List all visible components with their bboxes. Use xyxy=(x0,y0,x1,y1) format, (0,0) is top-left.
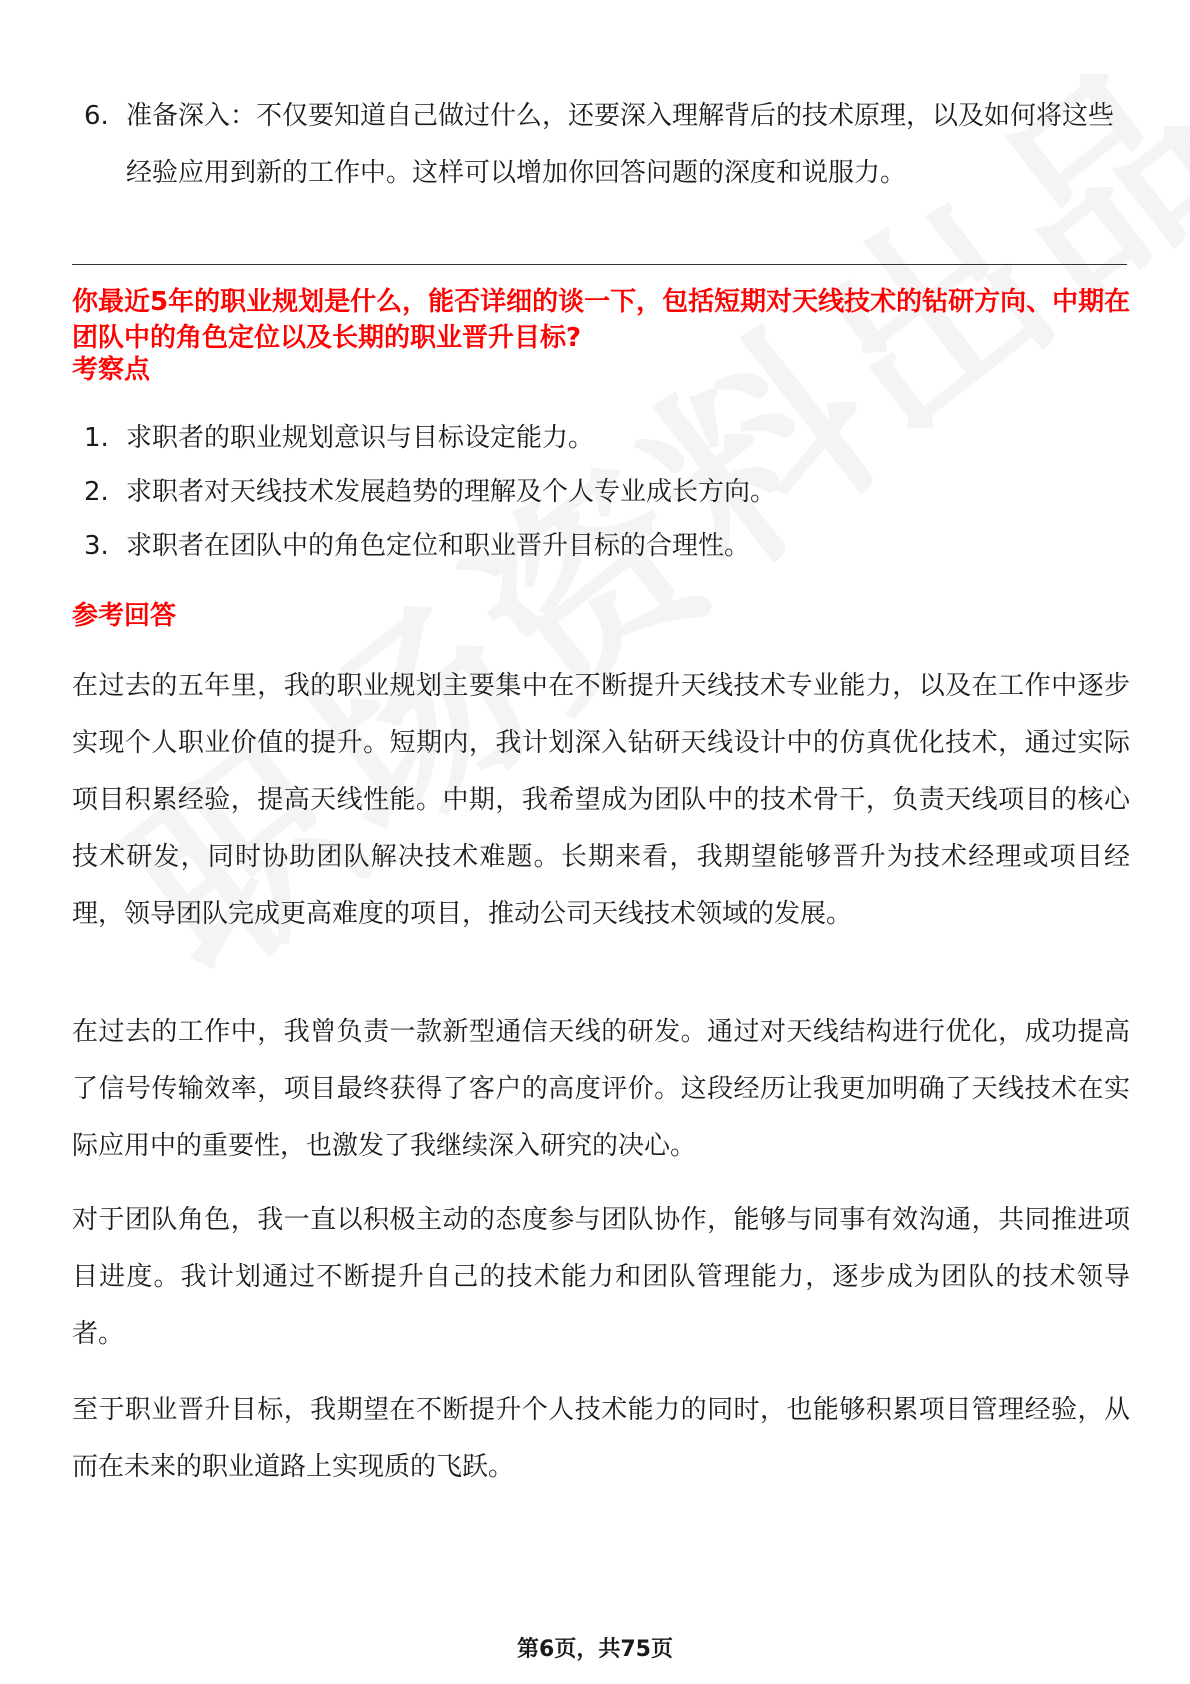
list-item-number: 3. xyxy=(84,531,109,561)
list-item xyxy=(84,464,1129,521)
question-heading: 你最近5年的职业规划是什么，能否详细的谈一下，包括短期对天线技术的钻研方向、中期在团队中的角色定位以及长期的职业晋升目标? xyxy=(72,287,1131,353)
answer-paragraph: 对于团队角色，我一直以积极主动的态度参与团队协作，能够与同事有效沟通，共同推进项目进度。我计划通过不断提升自己的技术能力和团队管理能力，逐步成为团队的技术领导者。 xyxy=(72,1205,1130,1349)
list-item-number: 6. xyxy=(84,101,109,131)
list-item-number: 1. xyxy=(84,423,109,453)
list-item xyxy=(84,518,1129,575)
list-item xyxy=(84,410,1129,467)
inspection-heading: 考察点 xyxy=(72,355,151,385)
answer-paragraph: 在过去的五年里，我的职业规划主要集中在不断提升天线技术专业能力，以及在工作中逐步实现个人职业价值的提升。短期内，我计划深入钻研天线设计中的仿真优化技术，通过实际项目积累经验，提高天线性能。中期，我希望成为团队中的技术骨干，负责天线项目的核心技术研发，同时协助团队解决技术难题。长期来看，我期望能够晋升为技术经理或项目经理，领导团队完成更高难度的项目，推动公司天线技术领域的发展。 xyxy=(72,671,1130,929)
list-item xyxy=(84,88,1129,202)
page-number: 第6页，共75页 xyxy=(517,1637,673,1662)
answer-paragraph: 至于职业晋升目标，我期望在不断提升个人技术能力的同时，也能够积累项目管理经验，从而在未来的职业道路上实现质的飞跃。 xyxy=(72,1395,1130,1482)
section-divider xyxy=(72,264,1127,265)
list-item-number: 2. xyxy=(84,477,109,507)
list-item-text: 求职者的职业规划意识与目标设定能力。 xyxy=(126,423,595,453)
answer-paragraph: 在过去的工作中，我曾负责一款新型通信天线的研发。通过对天线结构进行优化，成功提高了信号传输效率，项目最终获得了客户的高度评价。这段经历让我更加明确了天线技术在实际应用中的重要性，也激发了我继续深入研究的决心。 xyxy=(72,1017,1130,1161)
list-item-text: 准备深入：不仅要知道自己做过什么，还要深入理解背后的技术原理，以及如何将这些经验应用到新的工作中。这样可以增加你回答问题的深度和说服力。 xyxy=(126,101,1115,188)
answer-heading: 参考回答 xyxy=(72,601,177,631)
list-item-text: 求职者在团队中的角色定位和职业晋升目标的合理性。 xyxy=(126,531,751,561)
list-item-text: 求职者对天线技术发展趋势的理解及个人专业成长方向。 xyxy=(126,477,777,507)
